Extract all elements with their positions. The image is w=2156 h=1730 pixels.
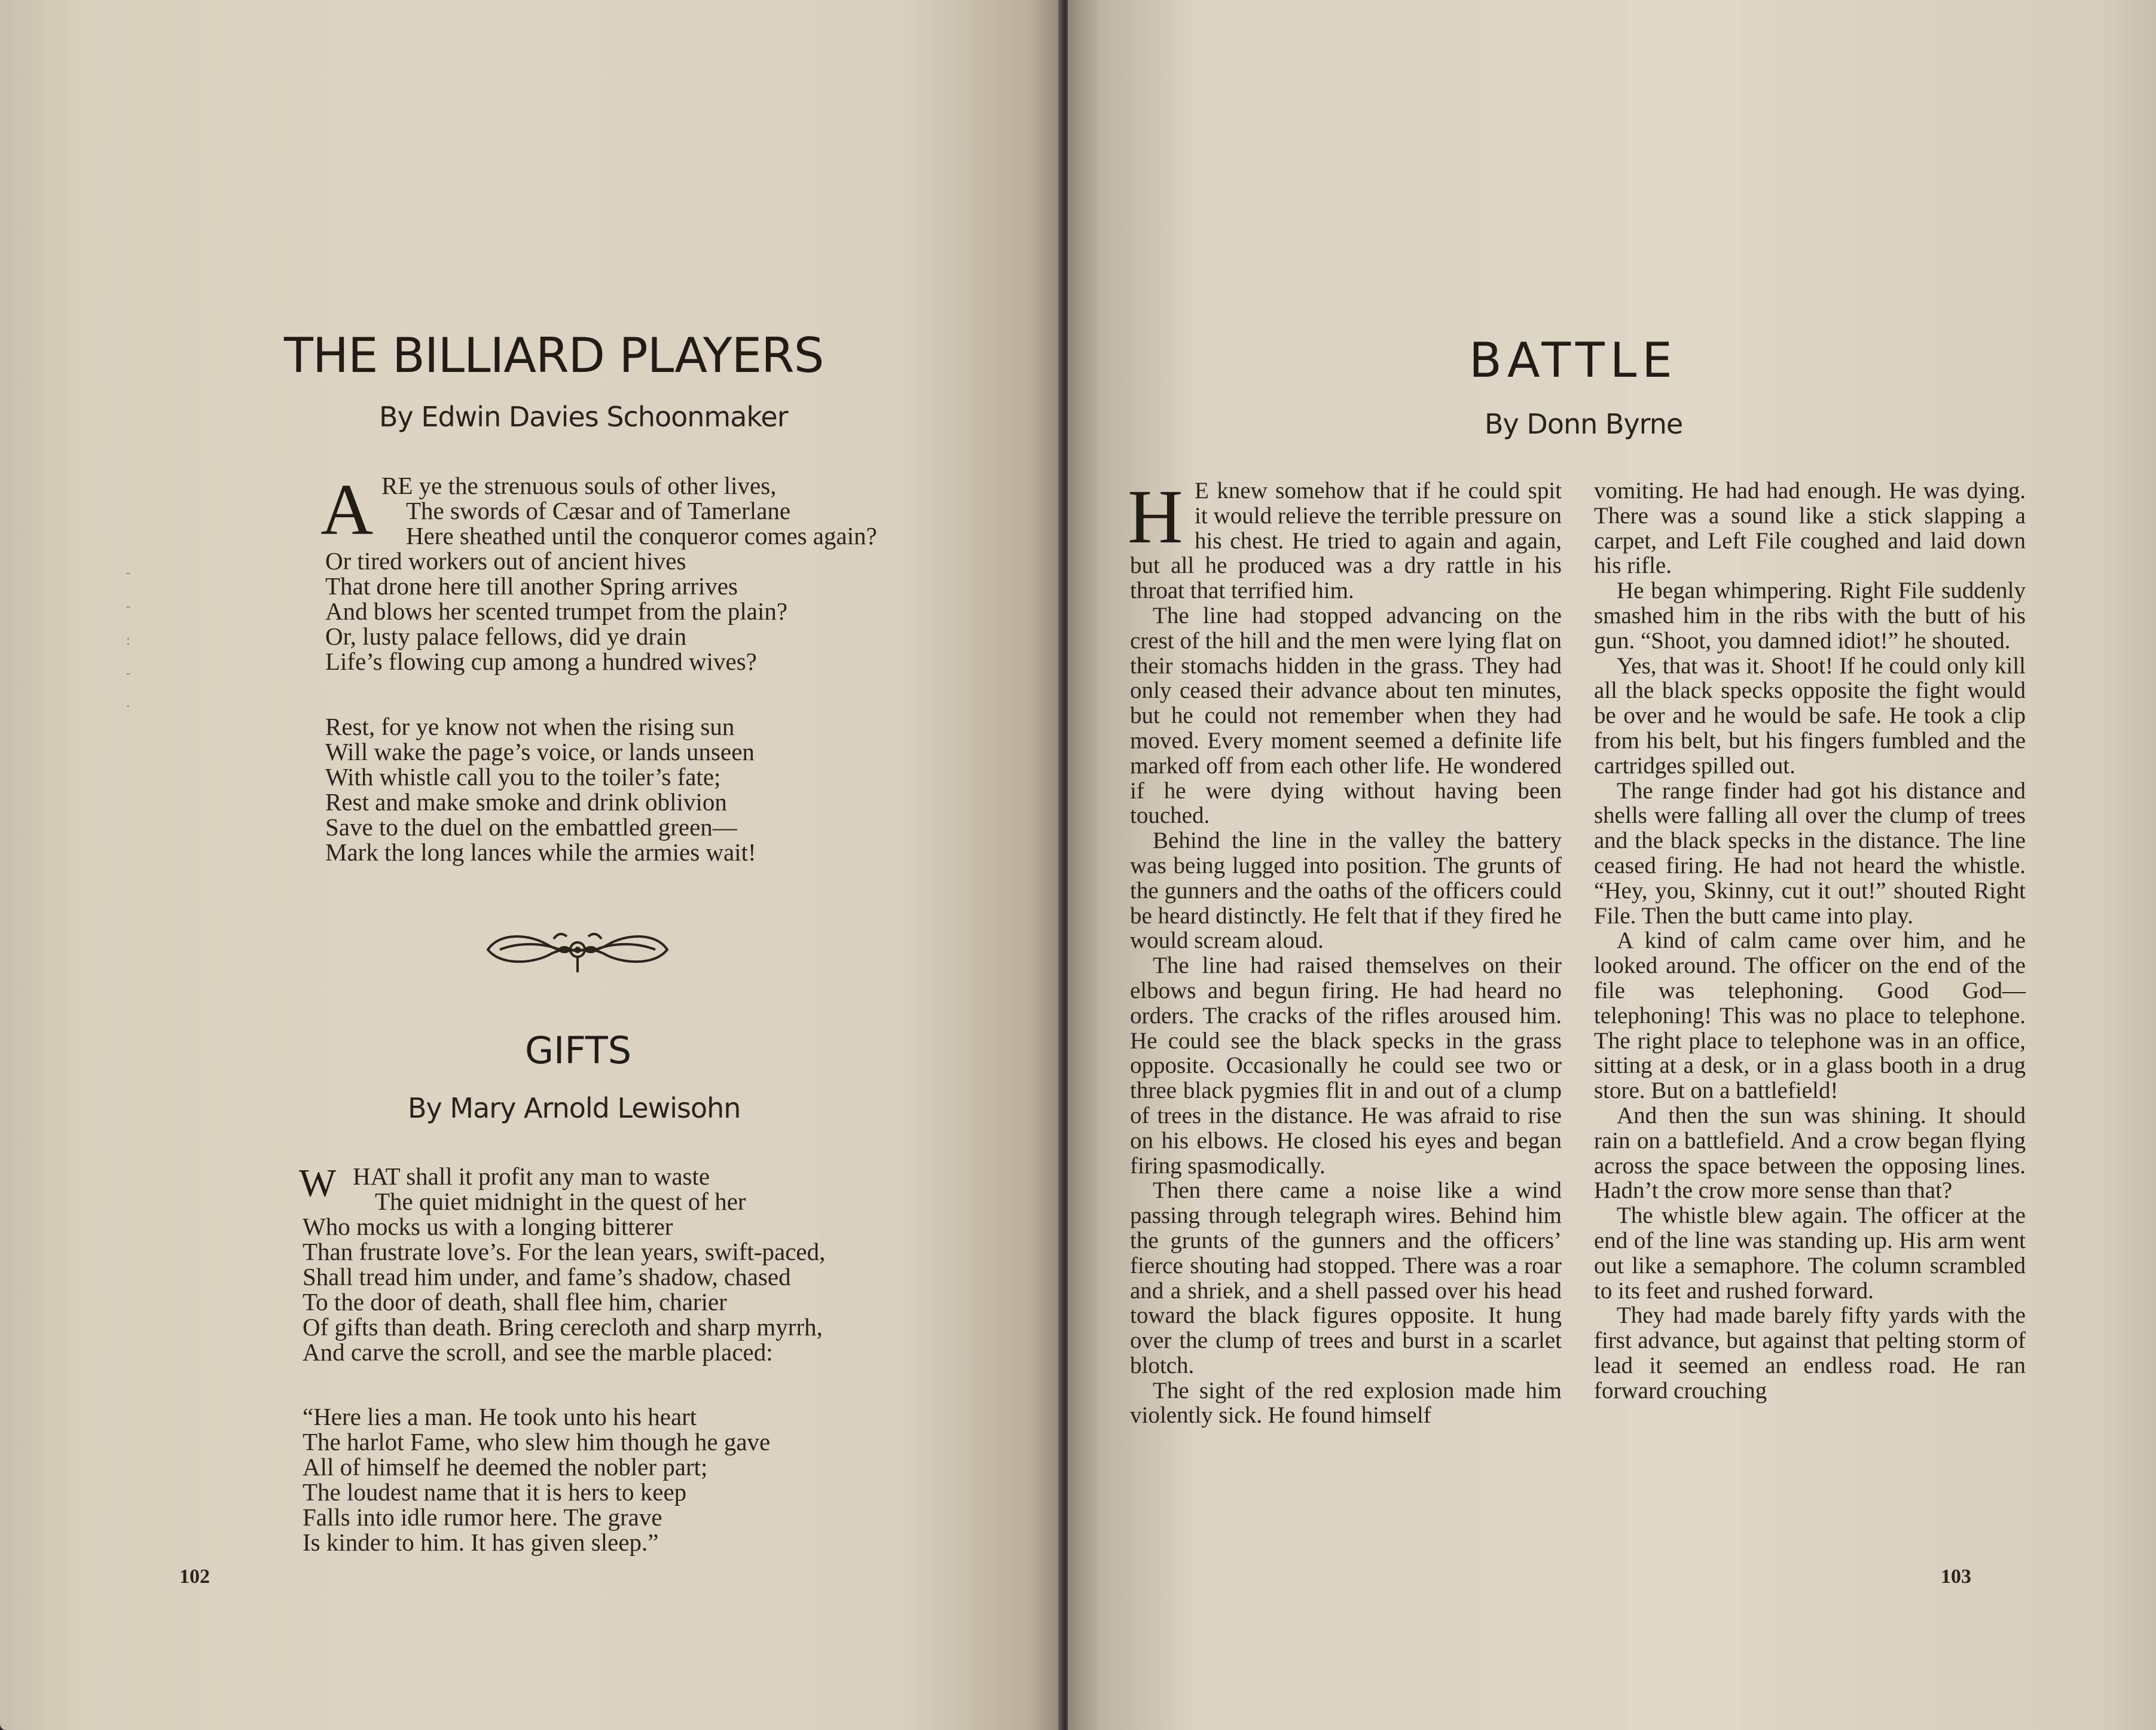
verse-line: Or, lusty palace fellows, did ye drain [325,623,687,650]
left-page [0,0,1063,1730]
poem-byline-lewisohn: By Mary Arnold Lewisohn [408,1092,741,1124]
margin-marks: - - : - · [126,564,131,716]
verse-line: Will wake the page’s voice, or lands unseen [325,738,755,765]
verse-line: “Here lies a man. He took unto his heart [303,1403,697,1430]
verse-line: All of himself he deemed the nobler part; [303,1453,708,1481]
decorative-ornament-icon [482,921,673,978]
story-paragraph: The range finder had got his distance and shells were falling all over the clump of trees and the black specks in the distance. The line ceased firing. He had not heard the whistle. “Hey, you, Skinny, cut it out!” shouted Right File. Then the butt came into play. [1594,777,2026,929]
gifts-stanza-1 [303,1164,825,1365]
poem-title-billiard-players: THE BILLIARD PLAYERS [284,328,824,383]
verse-line: Rest, for ye know not when the rising sun [325,713,735,740]
story-paragraph: Behind the line in the valley the battery was being lugged into position. The grunts of the gunners and the oaths of the officers could be heard distinctly. He felt that if they fired he would scream aloud. [1130,828,1562,954]
verse-line: The swords of Cæsar and of Tamerlane [406,497,791,524]
verse-line: To the door of death, shall flee him, charier [303,1288,727,1316]
verse-line: The loudest name that it is hers to keep [303,1478,687,1506]
verse-line: Here sheathed until the conqueror comes again? [406,522,877,550]
verse-line: With whistle call you to the toiler’s fate; [325,763,721,791]
verse-line: Who mocks us with a longing bitterer [303,1213,673,1240]
billiard-players-stanza-1 [325,473,877,674]
story-paragraph: The line had stopped advancing on the crest of the hill and the men were lying flat on their stomachs hidden in the grass. They had only ceased their advance about ten minutes, but he could not remember when they had moved. Every moment seemed a definite life marked off from each other life. He wondered if he were dying without having been touched. [1130,602,1562,829]
story-paragraph: They had made barely fifty yards with the first advance, but against that pelting storm of lead it seemed an endless road. He ran forward crouching [1594,1302,2026,1403]
story-paragraph: Yes, that was it. Shoot! If he could only kill all the black specks opposite the fight would be over and he would be safe. He took a clip from his belt, but his fingers fumbled and the cartridges spilled out. [1594,652,2026,779]
verse-line: Shall tread him under, and fame’s shadow, chased [303,1263,791,1290]
verse-line: Or tired workers out of ancient hives [325,547,686,575]
gifts-stanza-2 [303,1404,770,1555]
verse-line: And carve the scroll, and see the marble placed: [303,1338,773,1366]
story-paragraph: The line had raised themselves on their elbows and begun firing. He had heard no orders. The cracks of the rifles aroused him. He could see the black specks in the grass opposite. Occasionally he could see two or three black pygmies flit in and out of a clump of trees in the distance. He was afraid to rise on his elbows. He closed his eyes and began firing spasmodically. [1130,953,1562,1179]
verse-line: Rest and make smoke and drink oblivion [325,788,727,816]
drop-cap-a: A [320,469,374,550]
story-paragraph: vomiting. He had had enough. He was dying. There was a sound like a stick slapping a carpet, and Left File coughed and laid down his rifle. [1594,478,2026,579]
story-column-1 [1128,474,1562,1429]
verse-line: The quiet midnight in the quest of her [375,1188,746,1215]
story-byline-byrne: By Donn Byrne [1485,408,1683,440]
verse-line: The harlot Fame, who slew him though he gave [303,1428,771,1456]
story-paragraph: E knew somehow that if he could spit it would relieve the terrible pressure on his chest. He tried to again and again, but all he produced was a dry rattle in his throat that terrified him. [1130,478,1562,604]
story-paragraph: A kind of calm came over him, and he looked around. The officer on the end of the file was telephoning. Good God—telephoning! This was no place to telephone. The right place to telephone was in an office, sitting at a desk, or in a glass booth in a drug store. But on a battlefield! [1594,927,2026,1104]
verse-line: HAT shall it profit any man to waste [353,1163,710,1190]
verse-line: Of gifts than death. Bring cerecloth and sharp myrrh, [303,1313,823,1341]
poem-byline-schoonmaker: By Edwin Davies Schoonmaker [379,401,788,433]
drop-cap-w: W [299,1161,337,1205]
billiard-players-stanza-2 [325,714,756,865]
poem-title-gifts: GIFTS [525,1029,632,1072]
story-paragraph: The whistle blew again. The officer at the end of the line was standing up. His arm went out like a semaphore. The column scrambled to its feet and rushed forward. [1594,1203,2026,1304]
story-paragraph: Then there came a noise like a wind passing through telegraph wires. Behind him the grunts of the gunners and the officers’ fierce shouting had stopped. There was a roar and a shriek, and a shell passed over his head toward the black figures opposite. It hung over the clump of trees and burst in a scarlet blotch. [1130,1177,1562,1378]
verse-line: Falls into idle rumor here. The grave [303,1503,662,1531]
verse-line: Mark the long lances while the armies wait! [325,838,756,866]
verse-line: Is kinder to him. It has given sleep.” [303,1528,659,1556]
drop-cap-h: H [1128,474,1183,559]
verse-line: RE ye the strenuous souls of other lives, [381,472,777,499]
page-number-left: 102 [179,1566,210,1588]
story-paragraph: The sight of the red explosion made him violently sick. He found himself [1130,1377,1562,1429]
verse-line: Than frustrate love’s. For the lean years, swift-paced, [303,1238,826,1265]
story-column-2 [1594,478,2026,1403]
verse-line: Save to the duel on the embattled green— [325,813,737,841]
story-paragraph: And then the sun was shining. It should rain on a battlefield. And a crow began flying across the space between the opposing lines. Hadn’t the crow more sense than that? [1594,1102,2026,1204]
drop-cap-space [1128,474,1195,559]
page-number-right: 103 [1941,1566,1971,1588]
story-title-battle: BATTLE [1469,332,1678,388]
verse-line: Life’s flowing cup among a hundred wives? [325,648,757,675]
story-paragraph: He began whimpering. Right File suddenly smashed him in the ribs with the butt of his gun. “Shoot, you damned idiot!” he shouted. [1594,578,2026,654]
verse-line: And blows her scented trumpet from the plain? [325,597,788,625]
right-page [1068,0,2156,1730]
verse-line: That drone here till another Spring arrives [325,572,738,600]
